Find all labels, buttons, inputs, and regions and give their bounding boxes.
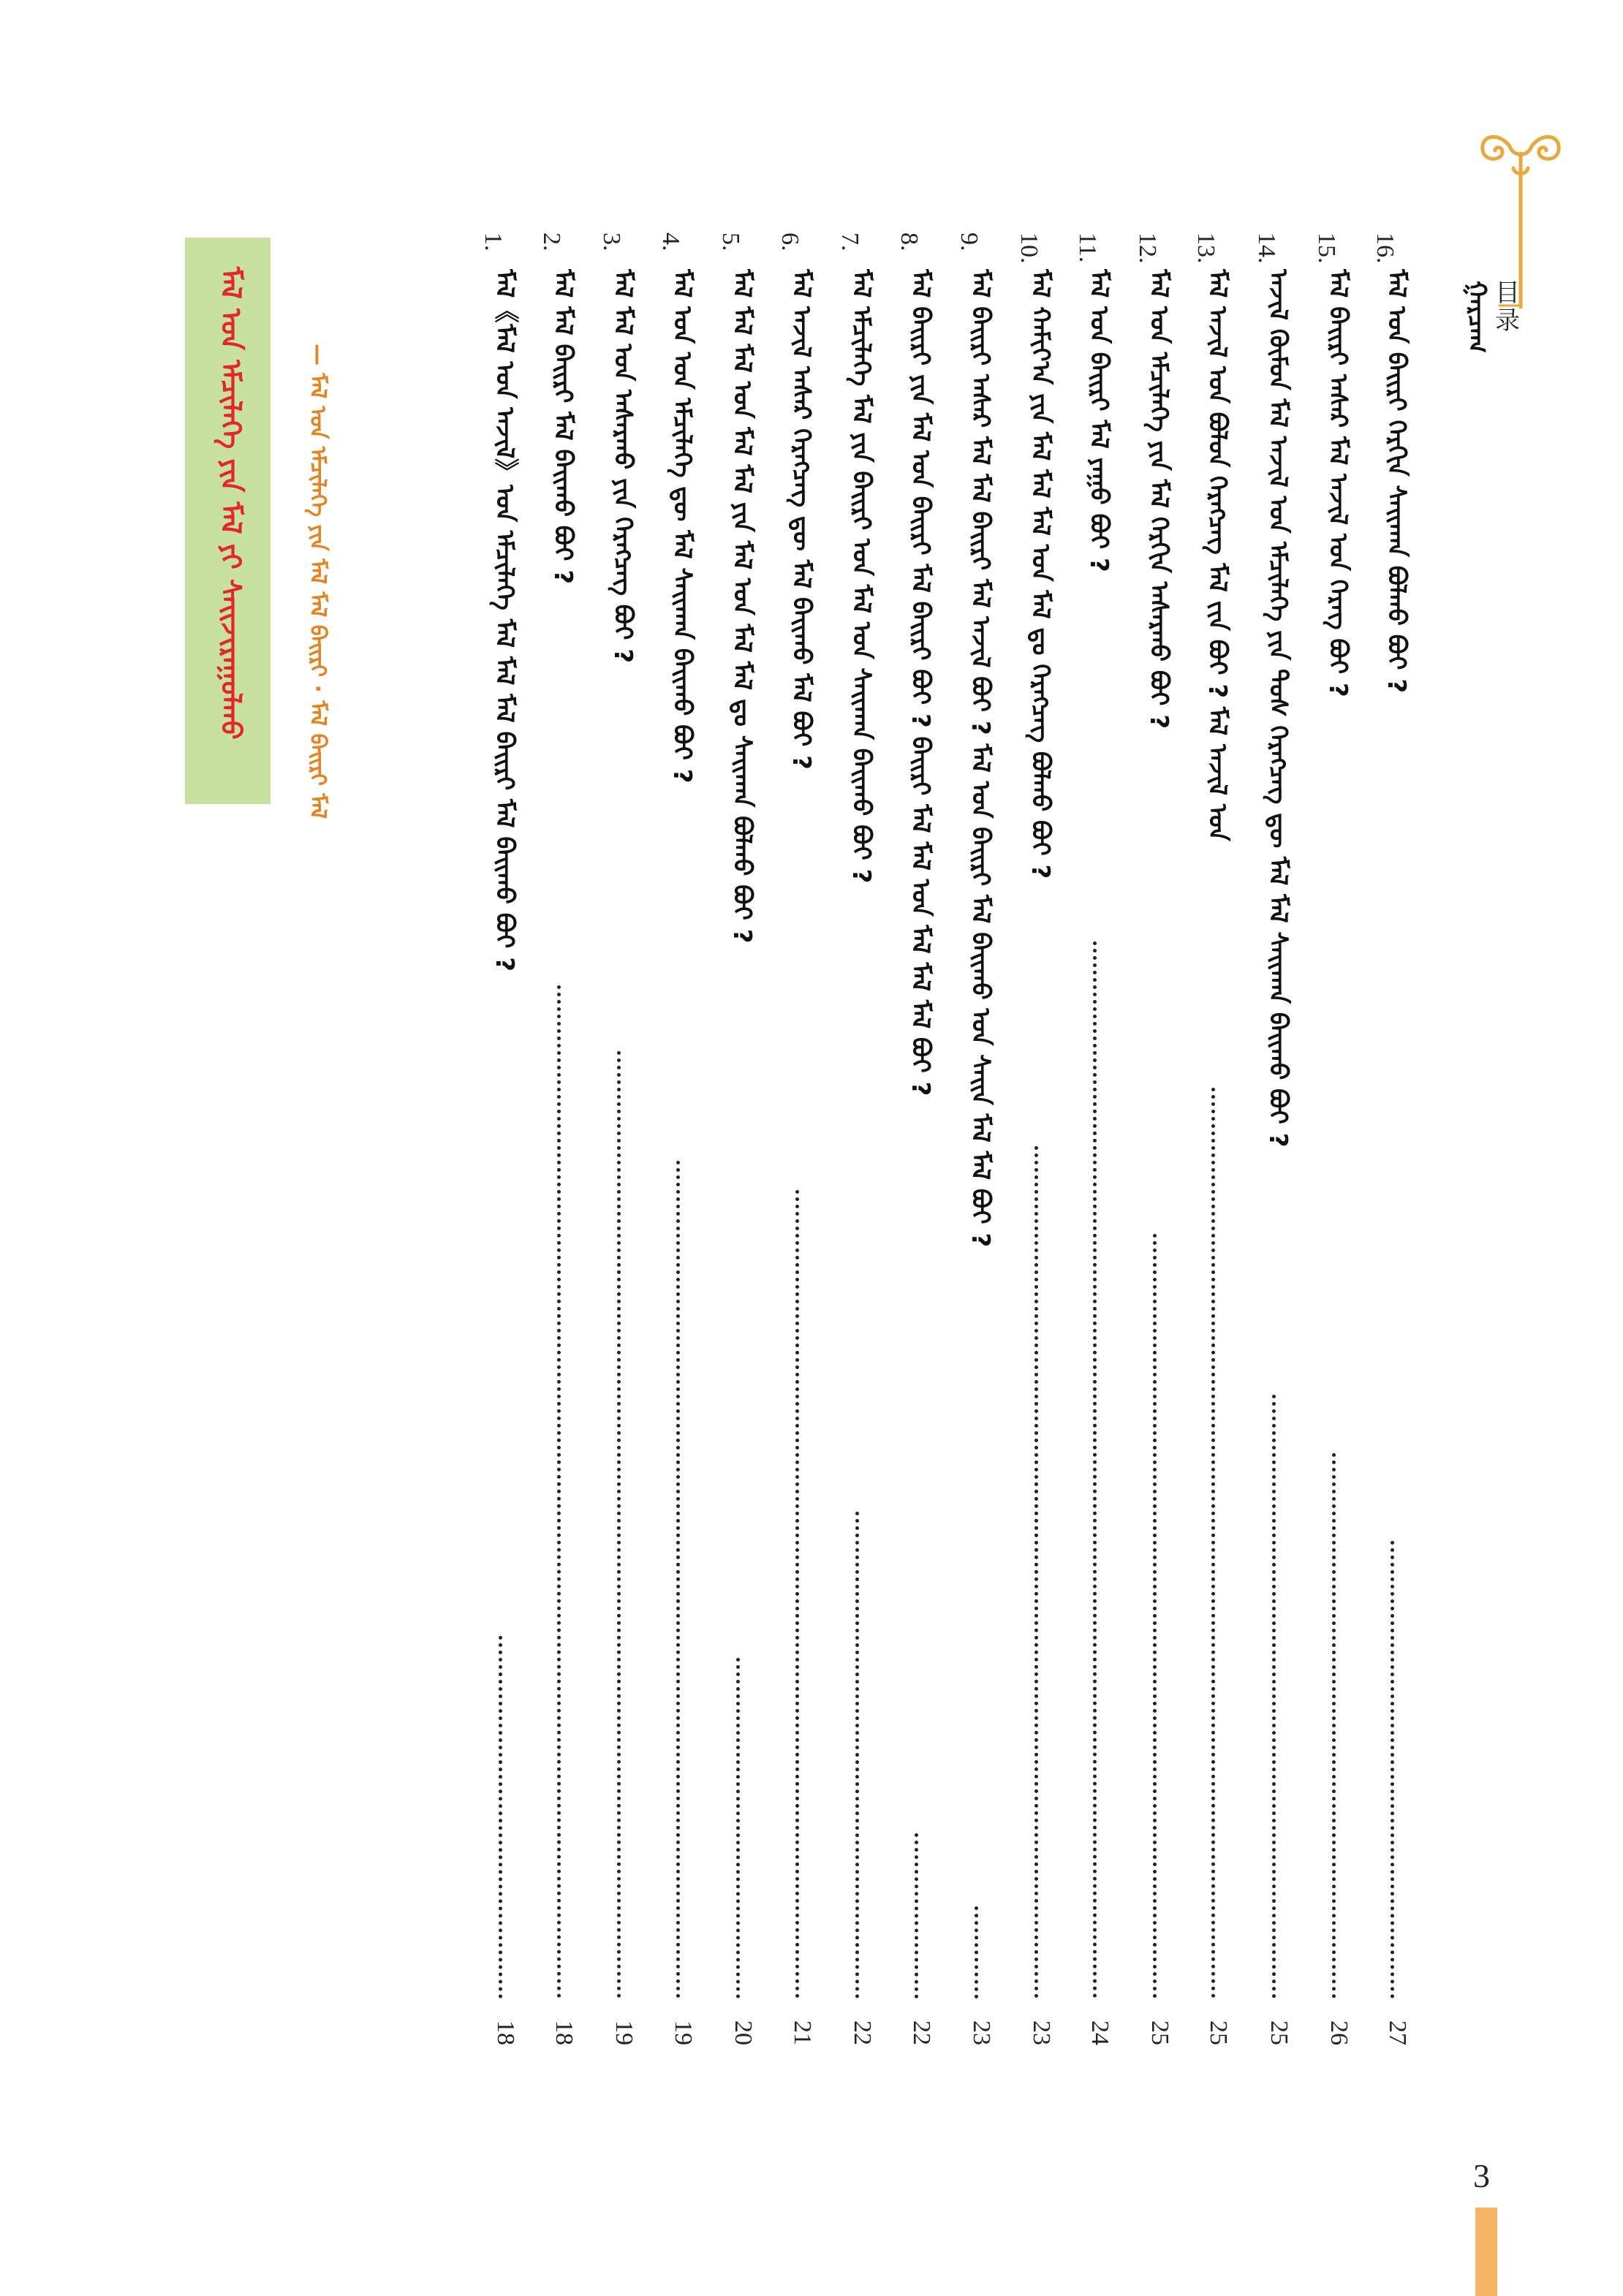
toc-entry-page: 24: [1086, 2020, 1113, 2045]
toc-entry-title: ᠮᠠᠯ ᠪᠠᠢᠷᠢ ᠠᠰᠠᠷ ᠮᠠᠯ ᠠᠵᠢᠯ ᠤᠨ ᠬᠡᠷᠡᠭ ᠪᠤᠢ ?: [1323, 269, 1352, 697]
toc-leader-dots: [1034, 1146, 1038, 1998]
section-title: ᠮᠠᠯ ᠤᠨ ᠡᠮᠴᠢᠯᠡᠭᠡ ᠶᠢᠨ ᠮᠠᠯ ᠶᠢ ᠰᠠᠢᠵᠢᠷᠠᠭᠤᠯᠬᠤ: [215, 267, 247, 740]
toc-leader-dots: [736, 1658, 740, 1998]
toc-entry[interactable]: [538, 232, 592, 2045]
toc-entry-title: ᠮᠠᠯ ᠤᠨ ᠡᠮᠴᠢᠯᠡᠭᠡ ᠶᠢᠨ ᠮᠠᠯ ᠬᠡᠷᠬᠢᠨ ᠠᠰᠠᠷᠬᠤ ᠪᠤᠢ ?: [1144, 269, 1173, 730]
toc-entry-title: ᠮᠠᠯ《ᠮᠠᠯ ᠤᠨ ᠠᠵᠢᠯ》ᠤᠨ ᠡᠮᠴᠢᠯᠡᠭᠡ ᠮᠠᠯ ᠮᠠᠯ ᠮᠠᠯ ᠪᠠᠢᠷᠢ ᠮᠠᠯ ᠪᠠᠢᠬᠤ ᠪᠤᠢ ?: [490, 269, 519, 972]
toc-leader-dots: [975, 1906, 978, 1998]
toc-entry-number: 15.: [1313, 232, 1340, 264]
toc-entry-title: ᠮᠠᠯ ᠪᠠᠢᠷᠢ ᠠᠰᠠᠷ ᠮᠠᠯ ᠮᠠᠯ ᠪᠠᠢᠷᠢ ᠮᠠᠯ ᠠᠵᠢᠯ ᠪᠤᠢ ? ᠮᠠᠯ ᠤᠨ ᠪᠠᠢᠷᠢ ᠮᠠᠯ ᠪᠠᠢᠬᠤ ᠤᠨ ᠰᠠᠢᠨ ᠮᠠᠯ ᠮᠠᠯ ᠪᠤᠢ ?: [966, 269, 995, 1248]
toc-entry-page: 21: [789, 2020, 816, 2045]
toc-leader-dots: [855, 1512, 859, 1998]
toc-leader-dots: [915, 1833, 918, 1998]
toc-leader-dots: [499, 1636, 502, 1998]
toc-entry-page: 25: [1146, 2020, 1173, 2045]
toc-entry-number: 14.: [1253, 232, 1280, 264]
toc-entry-title: ᠮᠠᠯ ᠮᠠᠯ ᠮᠠᠯ ᠤᠨ ᠮᠠᠯ ᠮᠠᠯ ᠶᠢᠨ ᠮᠠᠯ ᠤᠨ ᠮᠠᠯ ᠮᠠᠯ ᠳᠤ ᠰᠠᠢᠬᠠᠨ ᠪᠤᠯᠬᠤ ᠪᠤᠢ ?: [727, 269, 757, 944]
toc-leader-dots: [1391, 1541, 1394, 1998]
toc-entry-title: ᠮᠠᠯ ᠮᠠᠯ ᠪᠠᠢᠷᠢ ᠮᠠᠯ ᠪᠠᠢᠬᠤ ᠪᠤᠢ ?: [548, 269, 578, 585]
toc-entry-number: 13.: [1192, 232, 1219, 264]
toc-entry-page: 18: [492, 2020, 519, 2045]
toc-entry-number: 9.: [956, 232, 983, 251]
toc-entry[interactable]: [1192, 232, 1246, 2045]
toc-leader-dots: [1332, 1453, 1336, 1998]
toc-leader-dots: [617, 1051, 621, 1998]
section-title-box: [185, 238, 270, 804]
toc-entry[interactable]: [898, 232, 950, 2045]
toc-entry-page: 27: [1384, 2020, 1411, 2045]
toc-leader-dots: [676, 1161, 680, 1998]
toc-entry-page: 22: [908, 2020, 935, 2045]
toc-entry[interactable]: [836, 232, 890, 2045]
toc-entry-number: 10.: [1015, 232, 1043, 264]
toc-entry-page: 23: [1028, 2020, 1055, 2045]
toc-entry-page: 22: [849, 2020, 876, 2045]
toc-leader-dots: [1153, 1234, 1157, 1998]
toc-entry-title: ᠮᠠᠯ ᠡᠮᠴᠢᠯᠡᠭᠡ ᠮᠠᠯ ᠶᠢᠨ ᠪᠠᠢᠷᠢ ᠤᠨ ᠮᠠᠯ ᠤᠨ ᠰᠠᠢᠬᠠᠨ ᠪᠠᠢᠬᠤ ᠪᠤᠢ ?: [847, 269, 876, 884]
toc-entry[interactable]: [480, 232, 534, 2045]
toc-entry-number: 4.: [657, 232, 684, 251]
toc-entry-title: ᠮᠠᠯ ᠤᠨ ᠪᠠᠢᠷᠢ ᠬᠡᠷᠬᠢᠨ ᠰᠠᠢᠬᠠᠨ ᠪᠤᠯᠬᠤ ᠪᠤᠢ ?: [1382, 269, 1411, 694]
toc-entry-number: 6.: [776, 232, 803, 251]
toc-entry-page: 25: [1205, 2020, 1232, 2045]
toc-leader-dots: [1093, 941, 1097, 1998]
toc-entry-number: 3.: [598, 232, 625, 251]
toc-entry-title: ᠮᠠᠯ ᠠᠵᠢᠯ ᠠᠰᠠᠷ ᠬᠡᠷᠡᠭᠴᠡᠭ ᠳᠦ ᠮᠠᠯ ᠪᠠᠢᠬᠤ ᠮᠠᠯ ᠪᠤᠢ ?: [787, 269, 816, 770]
toc-entry-number: 16.: [1372, 232, 1399, 264]
toc-entry-title: ᠮᠠᠯ ᠠᠵᠢᠯ ᠤᠨ ᠪᠣᠯᠤᠨ ᠬᠡᠷᠡᠭᠴᠡᠭ ᠮᠠᠯ ᠵᠢᠨ ᠪᠤᠢ ? ᠮᠠᠯ ᠠᠵᠢᠯ ᠤᠨ: [1203, 269, 1232, 841]
toc-entry-title: ᠮᠠᠯ ᠤᠨ ᠪᠠᠢᠷᠢ ᠮᠠᠯ ᠶᠠᠭᠤ ᠪᠤᠢ ?: [1084, 269, 1113, 572]
toc-entry-number: 5.: [717, 232, 744, 251]
toc-entry-title: ᠮᠠᠯ ᠤᠨ ᠤᠨ ᠡᠮᠴᠢᠯᠡᠭᠡ ᠳᠦ ᠮᠠᠯ ᠰᠠᠢᠬᠠᠨ ᠪᠠᠢᠬᠤ ᠪᠤᠢ ?: [667, 269, 697, 784]
header-title-zh: 目录: [1495, 279, 1520, 336]
toc-leader-dots: [557, 985, 561, 1998]
toc-entry[interactable]: [657, 232, 711, 2045]
toc-entry-number: 2.: [538, 232, 565, 251]
page-tab-marker: [1475, 2208, 1497, 2296]
toc-entry-page: 20: [730, 2020, 757, 2045]
toc-entry[interactable]: [1313, 232, 1367, 2045]
toc-entry-page: 19: [610, 2020, 638, 2045]
toc-leader-dots: [795, 1190, 799, 1998]
toc-entry[interactable]: [1253, 232, 1307, 2045]
toc-leader-dots: [1211, 1088, 1215, 1998]
section-subtitle: — ᠮᠠᠯ ᠤᠨ ᠡᠮᠴᠢᠯᠡᠭᠡ ᠶᠢᠨ ᠮᠠᠯ ᠮᠠᠯ ᠪᠠᠢᠷᠢ · ᠮᠠᠯ ᠪᠠᠢᠷᠢ ᠮᠠᠯ: [305, 344, 330, 819]
toc-entry-number: 7.: [836, 232, 863, 251]
toc-entry-title: ᠮᠠᠯ ᠪᠠᠢᠷᠢ ᠶᠢᠨ ᠮᠠᠯ ᠤᠨ ᠪᠠᠢᠷᠢ ᠮᠠᠯ ᠪᠠᠢᠷᠢ ᠪᠤᠢ ? ᠪᠠᠢᠷᠢ ᠮᠠᠯ ᠮᠠᠯ ᠤᠨ ᠮᠠᠯ ᠮᠠᠯ ᠮᠠᠯ ᠪᠤᠢ ?: [906, 269, 935, 1096]
toc-entry-page: 19: [670, 2020, 697, 2045]
page-number: 3: [1473, 2157, 1490, 2194]
toc-entry[interactable]: [598, 232, 652, 2045]
toc-entry-page: 26: [1325, 2020, 1352, 2045]
toc-entry[interactable]: [717, 232, 771, 2045]
toc-entry-page: 18: [551, 2020, 578, 2045]
toc-entry-number: 1.: [480, 232, 507, 251]
toc-entry-number: 12.: [1134, 232, 1161, 264]
toc-entry-title: ᠠᠵᠢᠯ ᠬᠦᠮᠦᠨ ᠮᠠᠯ ᠠᠵᠢᠯ ᠤᠨ ᠡᠮᠴᠢᠯᠡᠭᠡ ᠶᠢᠨ ᠲᠤᠰ ᠬᠡᠷᠡᠭᠴᠡᠭ ᠳᠦ ᠮᠠᠯ ᠮᠠᠯ ᠰᠠᠢᠬᠠᠨ ᠪᠠᠢᠬᠤ ᠪᠤᠢ ?: [1263, 269, 1293, 1148]
toc-entry-title: ᠮᠠᠯ ᠮᠠᠯ ᠤᠨ ᠠᠰᠠᠷᠬᠤ ᠶᠢᠨ ᠬᠡᠷᠡᠭᠴᠡᠭ ᠪᠤᠢ ?: [608, 269, 638, 664]
toc-leader-dots: [1272, 1395, 1276, 1998]
toc-entry[interactable]: [1134, 232, 1188, 2045]
toc-entry[interactable]: [958, 232, 1010, 2045]
toc-entry[interactable]: [1374, 232, 1426, 2045]
toc-entry-number: 8.: [896, 232, 923, 251]
toc-entry[interactable]: [1074, 232, 1128, 2045]
toc-entry-number: 11.: [1074, 232, 1101, 263]
toc-entry[interactable]: [776, 232, 831, 2045]
toc-entry[interactable]: [1015, 232, 1070, 2045]
toc-entry-page: 23: [968, 2020, 995, 2045]
header-title-mn: ᠭᠠᠷᠴᠠᠭ: [1462, 281, 1491, 353]
toc-entry-page: 25: [1266, 2020, 1293, 2045]
toc-entry-title: ᠮᠠᠯ ᠬᠠᠮᠢᠶ᠎ᠠ ᠶᠢᠨ ᠮᠠᠯ ᠮᠠᠯ ᠮᠠᠯ ᠤᠨ ᠮᠠᠯ ᠳᠤ ᠬᠡᠷᠡᠭᠴᠡᠭ ᠪᠤᠯᠬᠤ ᠪᠤᠢ ?: [1026, 269, 1055, 879]
